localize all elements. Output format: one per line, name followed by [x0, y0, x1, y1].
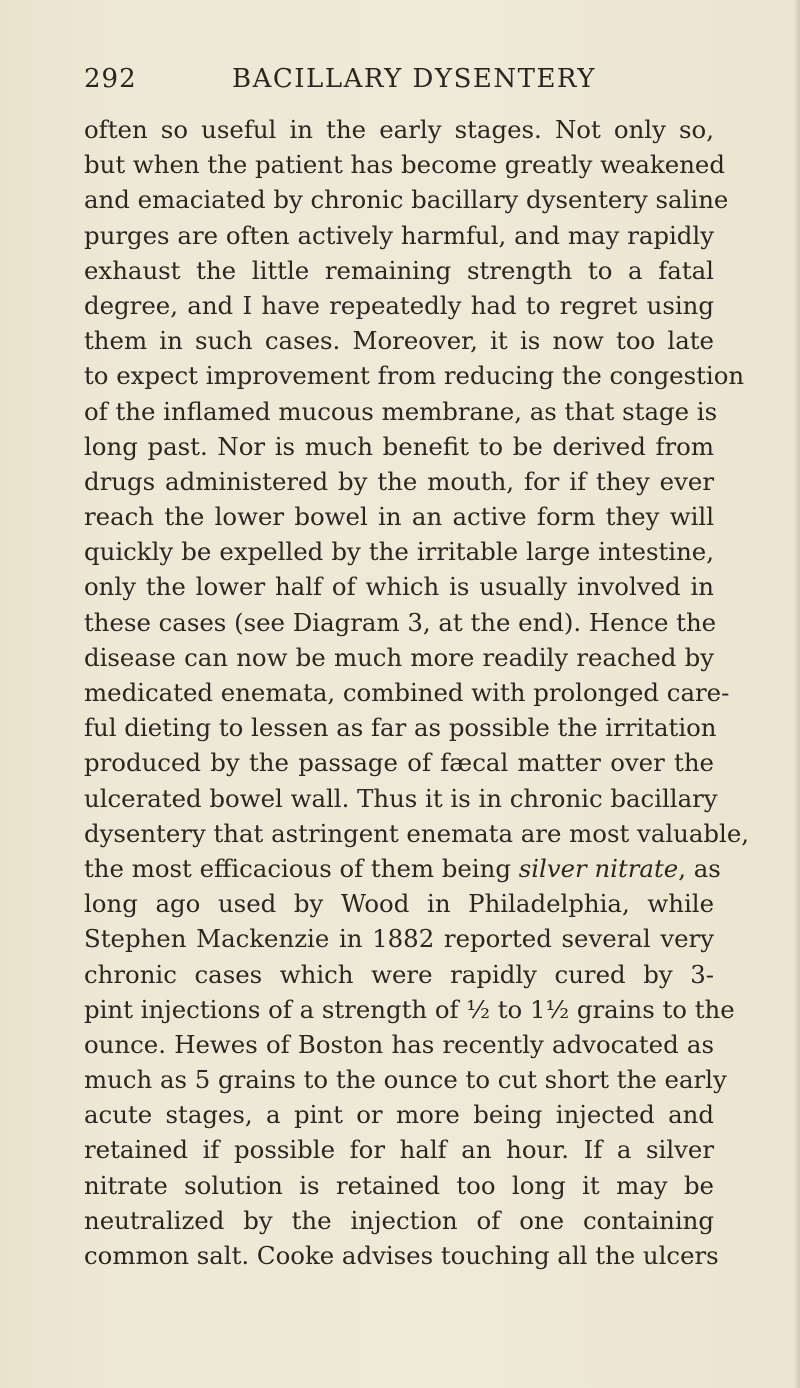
text-line: ounce. Hewes of Boston has recently advocated as	[84, 1029, 714, 1059]
running-title: BACILLARY DYSENTERY	[232, 64, 596, 94]
text-line: and emaciated by chronic bacillary dysentery saline	[84, 185, 729, 215]
text-line: produced by the passage of fæcal matter over the	[84, 748, 714, 778]
italic-term: silver nitrate	[518, 853, 679, 883]
page-edge-shadow	[794, 0, 800, 1388]
text-line: disease can now be much more readily reached by	[84, 642, 714, 672]
text-segment: the most efficacious of them being	[84, 853, 511, 883]
text-line: common salt. Cooke advises touching all the ulcers	[84, 1241, 719, 1270]
text-line: quickly be expelled by the irritable large intestine,	[84, 537, 714, 567]
text-line: ful dieting to lessen as far as possible the irritation	[84, 713, 717, 743]
text-line: reach the lower bowel in an active form they will	[84, 502, 714, 532]
text-line: these cases (see Diagram 3, at the end). Hence the	[84, 607, 717, 637]
text-line: only the lower half of which is usually involved in	[84, 572, 714, 602]
text-line: often so useful in the early stages. Not only so,	[84, 115, 714, 144]
text-line: chronic cases which were rapidly cured by 3-	[84, 959, 714, 989]
text-line: them in such cases. Moreover, it is now too late	[84, 326, 714, 356]
text-line: dysentery that astringent enemata are most valuable,	[84, 818, 750, 848]
page-number: 292	[84, 64, 137, 94]
text-line: degree, and I have repeatedly had to regret using	[84, 290, 714, 320]
text-line: ulcerated bowel wall. Thus it is in chronic bacillary	[84, 783, 718, 813]
text-line-mixed	[84, 851, 721, 886]
text-line: pint injections of a strength of ½ to 1½ grains to the	[84, 994, 735, 1024]
text-line: exhaust the little remaining strength to a fatal	[84, 255, 714, 285]
text-line: to expect improvement from reducing the congestion	[84, 361, 745, 391]
text-line: long ago used by Wood in Philadelphia, while	[84, 889, 714, 919]
text-line: Stephen Mackenzie in 1882 reported several very	[84, 924, 714, 954]
text-line: much as 5 grains to the ounce to cut short the early	[84, 1065, 727, 1095]
text-line: drugs administered by the mouth, for if they ever	[84, 466, 714, 496]
text-line: but when the patient has become greatly weakened	[84, 150, 725, 180]
text-line: neutralized by the injection of one containing	[84, 1205, 714, 1235]
text-line: nitrate solution is retained too long it may be	[84, 1170, 714, 1200]
text-line: retained if possible for half an hour. If a silver	[84, 1135, 714, 1165]
page-header	[84, 64, 724, 104]
text-line: long past. Nor is much benefit to be derived from	[84, 431, 714, 461]
text-line: purges are often actively harmful, and may rapidly	[84, 220, 714, 250]
text-line: of the inflamed mucous membrane, as that stage is	[84, 396, 718, 426]
text-line: acute stages, a pint or more being injected and	[84, 1100, 714, 1130]
text-segment: , as	[678, 853, 721, 883]
text-line: medicated enemata, combined with prolonged care-	[84, 678, 730, 707]
body-text	[84, 112, 750, 1273]
